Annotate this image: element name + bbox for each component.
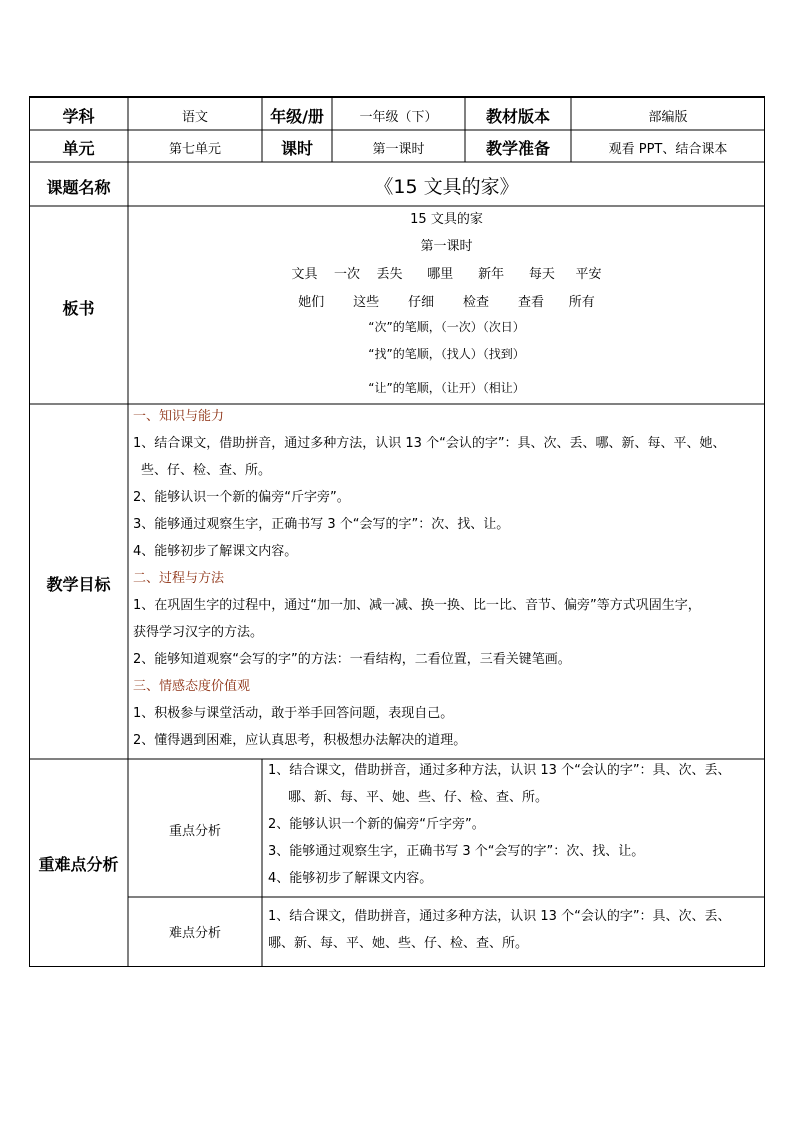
board-line: 第一课时 [420,239,473,254]
prep-label: 教学准备 [485,139,550,158]
unit-value: 第七单元 [168,142,221,157]
edition-label: 教材版本 [485,107,550,126]
board-line: 文具 一次 丢失 哪里 新年 每天 平安 [291,267,602,282]
period-value: 第一课时 [372,142,425,157]
goals-label: 教学目标 [46,575,111,594]
goal-item: 3、能够通过观察生字，正确书写 3 个“会写的字”：次、找、让。 [133,517,510,532]
goal-heading: 三、情感态度价值观 [133,679,251,694]
board-line: “找”的笔顺，（找人）（找到） [368,347,525,361]
subject-label: 学科 [62,107,95,126]
goal-item: 4、能够初步了解课文内容。 [133,544,298,559]
board-line: “让”的笔顺，（让开）（相让） [368,381,525,395]
goals-content [133,403,761,754]
key-item: 4、能够初步了解课文内容。 [268,871,433,886]
goal-item: 2、能够知道观察“会写的字”的方法：一看结构，二看位置，三看关键笔画。 [133,652,571,667]
difficult-analysis-content [268,903,762,957]
board-line: 15 文具的家 [410,212,483,227]
prep-value: 观看 PPT、结合课本 [608,142,728,157]
grade-label: 年级/册 [270,107,324,126]
edition-value: 部编版 [648,110,688,125]
key-item: 3、能够通过观察生字，正确书写 3 个“会写的字”：次、找、让。 [268,844,645,859]
goal-item: 2、能够认识一个新的偏旁“斤字旁”。 [133,490,350,505]
board-line: “次”的笔顺，（一次）（次日） [368,320,525,334]
lesson-title: 《15 文具的家》 [374,176,519,198]
key-item: 2、能够认识一个新的偏旁“斤字旁”。 [268,817,485,832]
goal-item: 些、仔、检、查、所。 [141,463,272,478]
goal-item: 1、积极参与课堂活动，敢于举手回答问题，表现自己。 [133,706,454,721]
goal-heading: 二、过程与方法 [133,571,225,586]
difficult-analysis-label: 难点分析 [168,926,221,941]
period-label: 课时 [280,139,313,158]
difficult-item: 哪、新、每、平、她、些、仔、检、查、所。 [268,936,529,951]
board-label: 板书 [62,299,95,318]
lesson-label: 课题名称 [46,178,111,197]
difficult-item: 1、结合课文，借助拼音，通过多种方法，认识 13 个“会认的字”：具、次、丢、 [268,909,731,924]
key-item: 哪、新、每、平、她、些、仔、检、查、所。 [288,790,549,805]
goal-item: 1、在巩固生字的过程中，通过“加一加、减一减、换一换、比一比、音节、偏旁”等方式巩固生字， [133,598,701,613]
key-item: 1、结合课文，借助拼音，通过多种方法，认识 13 个“会认的字”：具、次、丢、 [268,763,731,778]
grade-value: 一年级（下） [359,110,438,125]
key-analysis-content [268,757,762,892]
board-line: 她们 这些 仔细 检查 查看 所有 [298,295,595,310]
unit-label: 单元 [62,139,95,158]
key-analysis-label: 重点分析 [168,824,221,839]
goal-item: 获得学习汉字的方法。 [133,625,264,640]
goal-item: 2、懂得遇到困难，应认真思考，积极想办法解决的道理。 [133,733,467,748]
analysis-label: 重难点分析 [38,855,119,874]
goal-item: 1、结合课文，借助拼音，通过多种方法，认识 13 个“会认的字”：具、次、丢、哪、新、每、平、她、 [133,436,726,451]
goal-heading: 一、知识与能力 [133,409,225,424]
subject-value: 语文 [181,110,208,125]
